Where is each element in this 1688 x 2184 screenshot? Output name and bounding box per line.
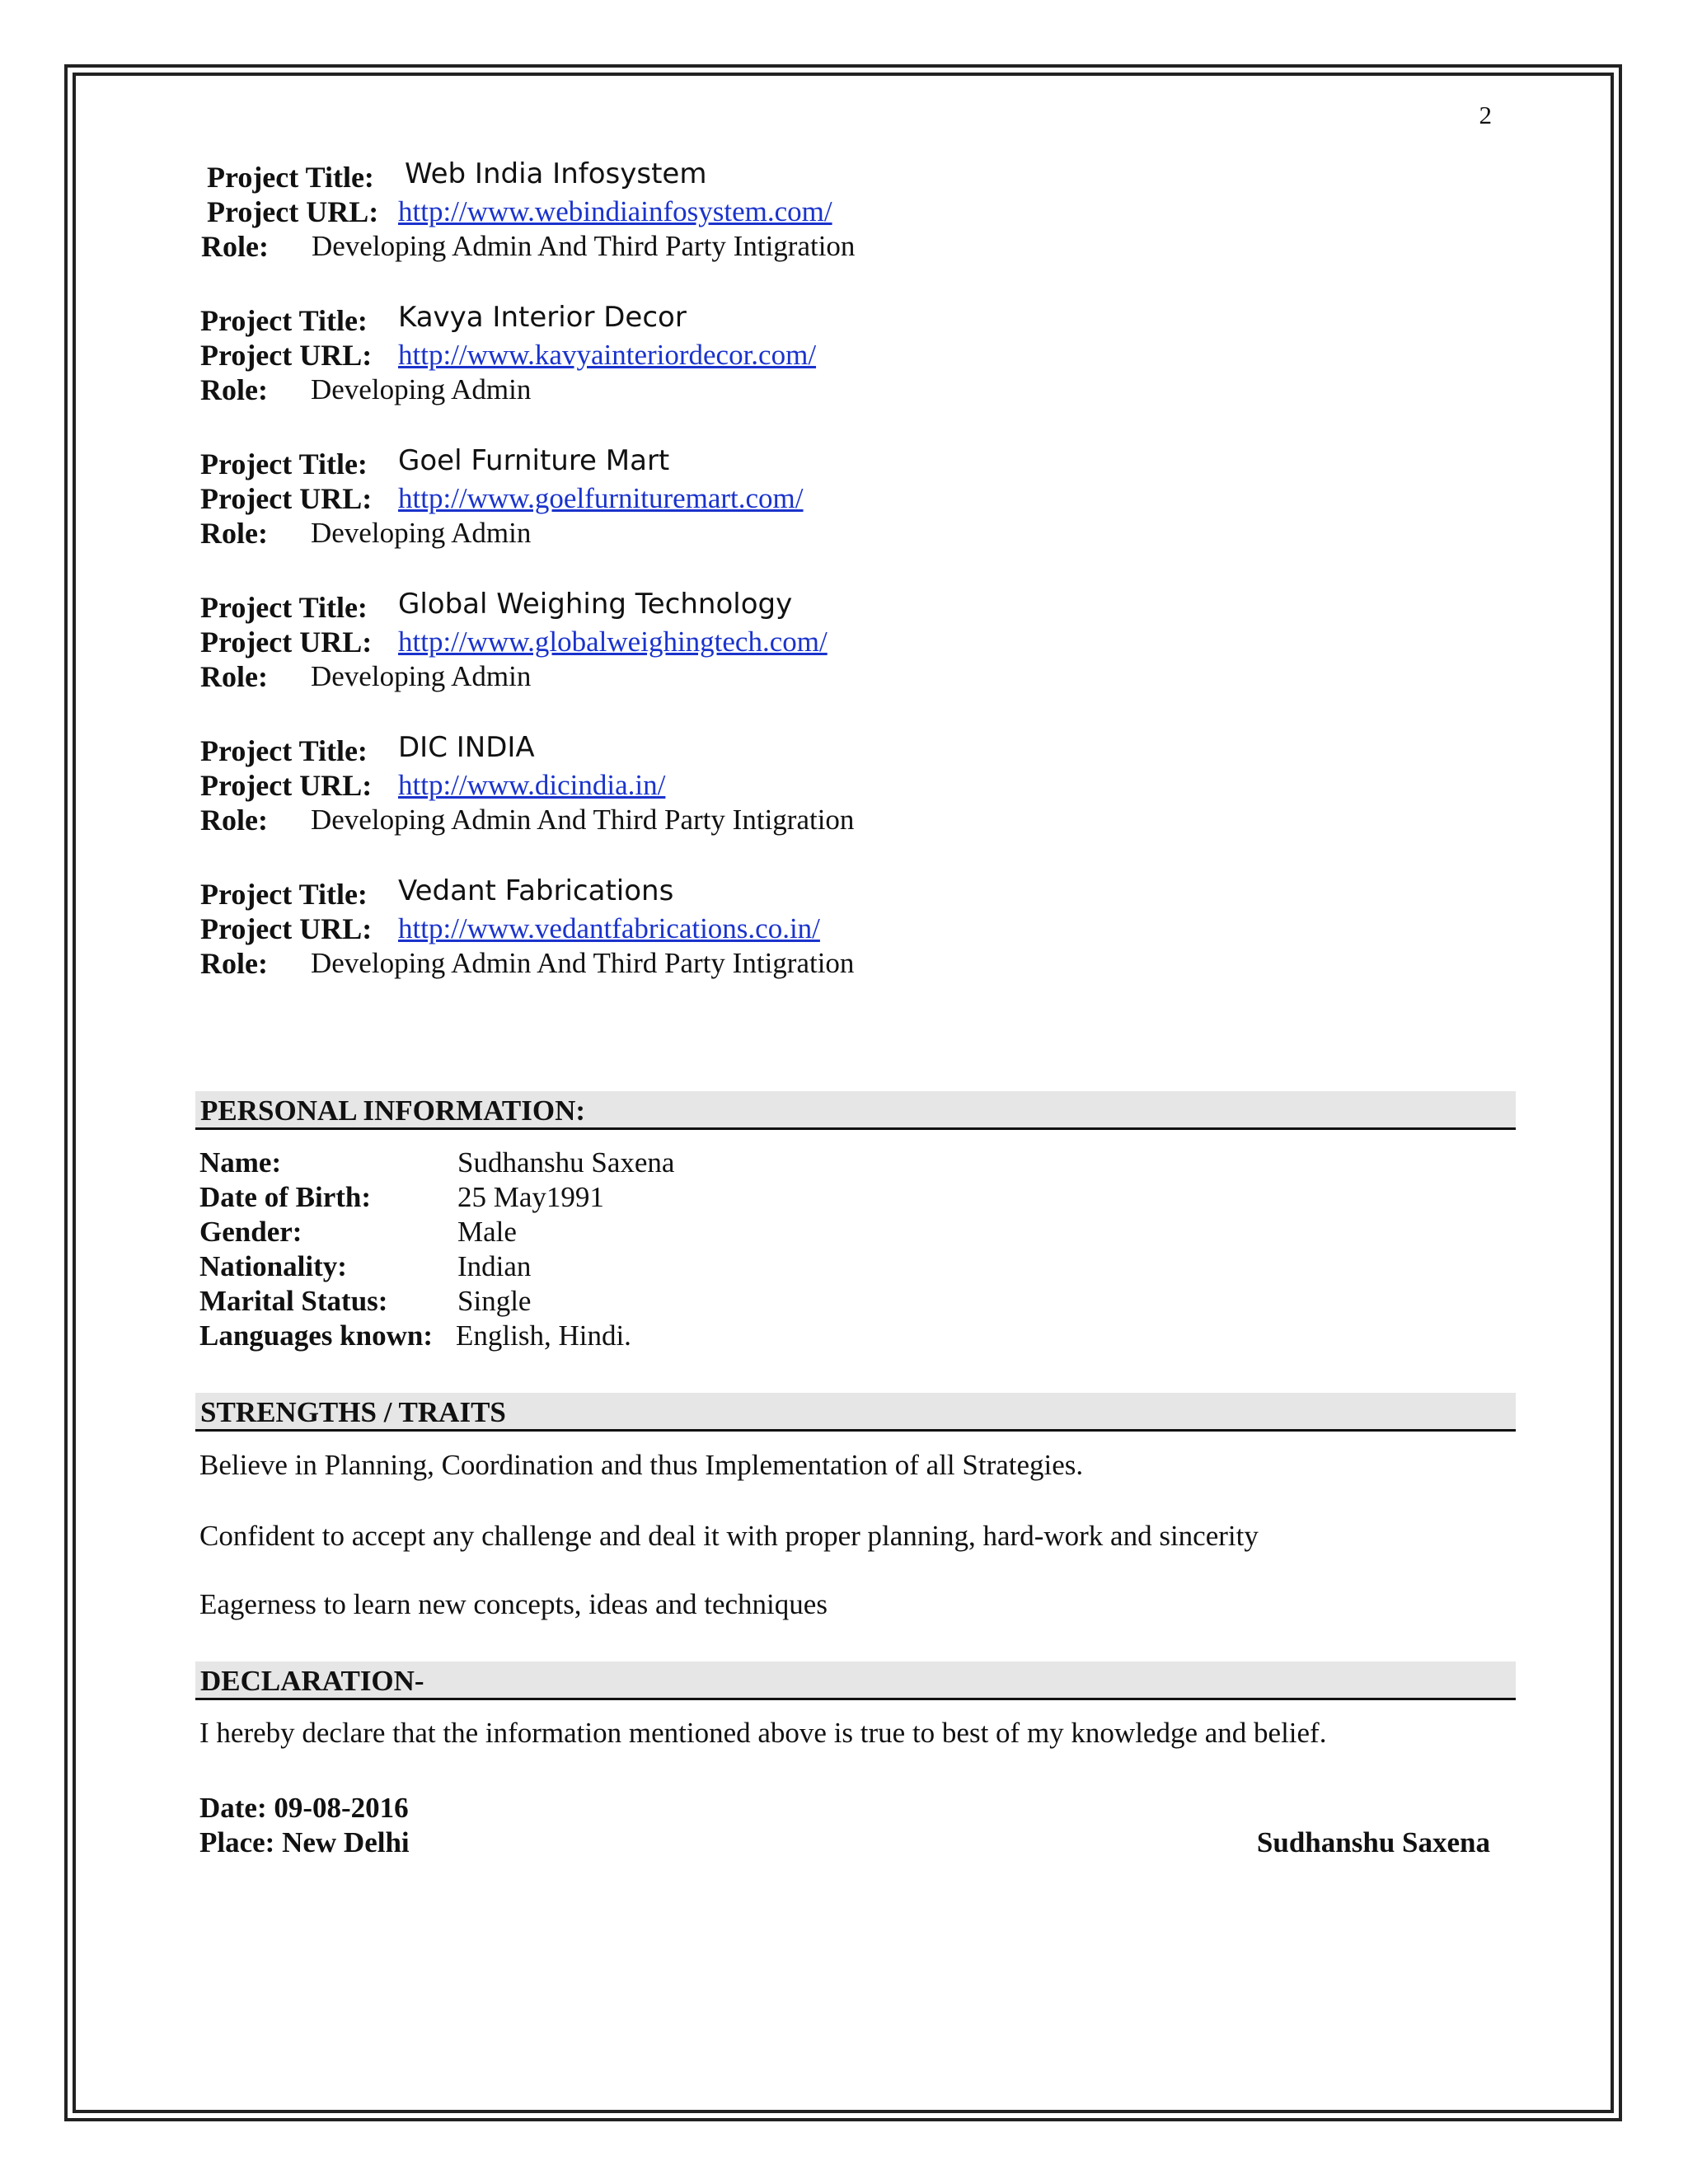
- project-role: Developing Admin: [311, 660, 532, 692]
- signature-name: Sudhanshu Saxena: [1256, 1826, 1490, 1858]
- project-url-label: Project URL:: [200, 482, 373, 515]
- project-title-label: Project Title:: [200, 734, 368, 767]
- role-label: Role:: [201, 230, 269, 263]
- project-title-label: Project Title:: [200, 591, 368, 624]
- project-url-label: Project URL:: [200, 912, 373, 945]
- project-url-link[interactable]: http://www.goelfurnituremart.com/: [398, 482, 804, 514]
- project-title: Kavya Interior Decor: [398, 301, 687, 334]
- info-value: 25 May1991: [457, 1181, 604, 1213]
- info-value: Single: [457, 1285, 532, 1317]
- project-title-label: Project Title:: [200, 878, 368, 911]
- project-role: Developing Admin And Third Party Intigration: [311, 804, 855, 836]
- strengths-header: [195, 1393, 1516, 1432]
- project-title: Global Weighing Technology: [398, 588, 793, 621]
- role-label: Role:: [200, 804, 268, 837]
- project-role: Developing Admin And Third Party Intigration: [311, 947, 855, 979]
- role-label: Role:: [200, 517, 268, 550]
- info-label: Date of Birth:: [199, 1181, 372, 1213]
- declaration-text: I hereby declare that the information mentioned above is true to best of my knowledge and belief.: [199, 1717, 1327, 1749]
- project-entry: [200, 874, 1519, 981]
- info-value: Sudhanshu Saxena: [457, 1146, 675, 1179]
- project-title: DIC INDIA: [398, 731, 535, 764]
- project-url-link[interactable]: http://www.globalweighingtech.com/: [398, 626, 828, 658]
- info-label: Languages known:: [199, 1319, 434, 1352]
- project-title: Goel Furniture Mart: [398, 444, 670, 477]
- project-url-label: Project URL:: [200, 769, 373, 802]
- personal-info-header: [195, 1091, 1516, 1130]
- declaration-place: Place: New Delhi: [199, 1826, 410, 1858]
- project-url-label: Project URL:: [207, 195, 379, 228]
- declaration-header: [195, 1661, 1516, 1700]
- project-role: Developing Admin: [311, 373, 532, 405]
- project-entry: [201, 157, 1526, 264]
- info-label: Gender:: [199, 1216, 302, 1248]
- strength-item: Confident to accept any challenge and deal it with proper planning, hard-work and sincerity: [199, 1520, 1259, 1552]
- project-url-label: Project URL:: [200, 339, 373, 372]
- project-role: Developing Admin: [311, 517, 532, 549]
- project-entry: [200, 444, 1519, 551]
- strength-item: Believe in Planning, Coordination and thus Implementation of all Strategies.: [199, 1449, 1084, 1481]
- info-label: Name:: [199, 1146, 282, 1179]
- project-title-label: Project Title:: [200, 304, 368, 337]
- project-url-label: Project URL:: [200, 626, 373, 658]
- project-title: Web India Infosystem: [405, 157, 707, 190]
- project-role: Developing Admin And Third Party Intigration: [312, 230, 856, 262]
- info-value: Indian: [457, 1250, 532, 1282]
- section-title: PERSONAL INFORMATION:: [200, 1094, 586, 1127]
- project-entry: [200, 590, 1519, 694]
- info-value: English, Hindi.: [456, 1319, 631, 1352]
- project-title-label: Project Title:: [200, 448, 368, 480]
- project-url-link[interactable]: http://www.dicindia.in/: [398, 769, 666, 801]
- section-title: STRENGTHS / TRAITS: [200, 1396, 506, 1428]
- project-entry: [200, 733, 1519, 837]
- info-value: Male: [457, 1216, 517, 1248]
- role-label: Role:: [200, 947, 268, 980]
- project-entry: [200, 303, 1519, 407]
- project-title: Vedant Fabrications: [398, 874, 674, 907]
- info-label: Marital Status:: [199, 1285, 388, 1317]
- section-title: DECLARATION-: [200, 1665, 424, 1697]
- info-label: Nationality:: [199, 1250, 347, 1282]
- strength-item: Eagerness to learn new concepts, ideas and techniques: [199, 1588, 828, 1620]
- project-url-link[interactable]: http://www.vedantfabrications.co.in/: [398, 912, 820, 944]
- declaration-date: Date: 09-08-2016: [199, 1792, 409, 1824]
- page-number: 2: [1479, 101, 1492, 129]
- project-url-link[interactable]: http://www.webindiainfosystem.com/: [398, 195, 832, 227]
- project-title-label: Project Title:: [207, 161, 374, 194]
- role-label: Role:: [200, 373, 268, 406]
- role-label: Role:: [200, 660, 268, 693]
- project-url-link[interactable]: http://www.kavyainteriordecor.com/: [398, 339, 817, 371]
